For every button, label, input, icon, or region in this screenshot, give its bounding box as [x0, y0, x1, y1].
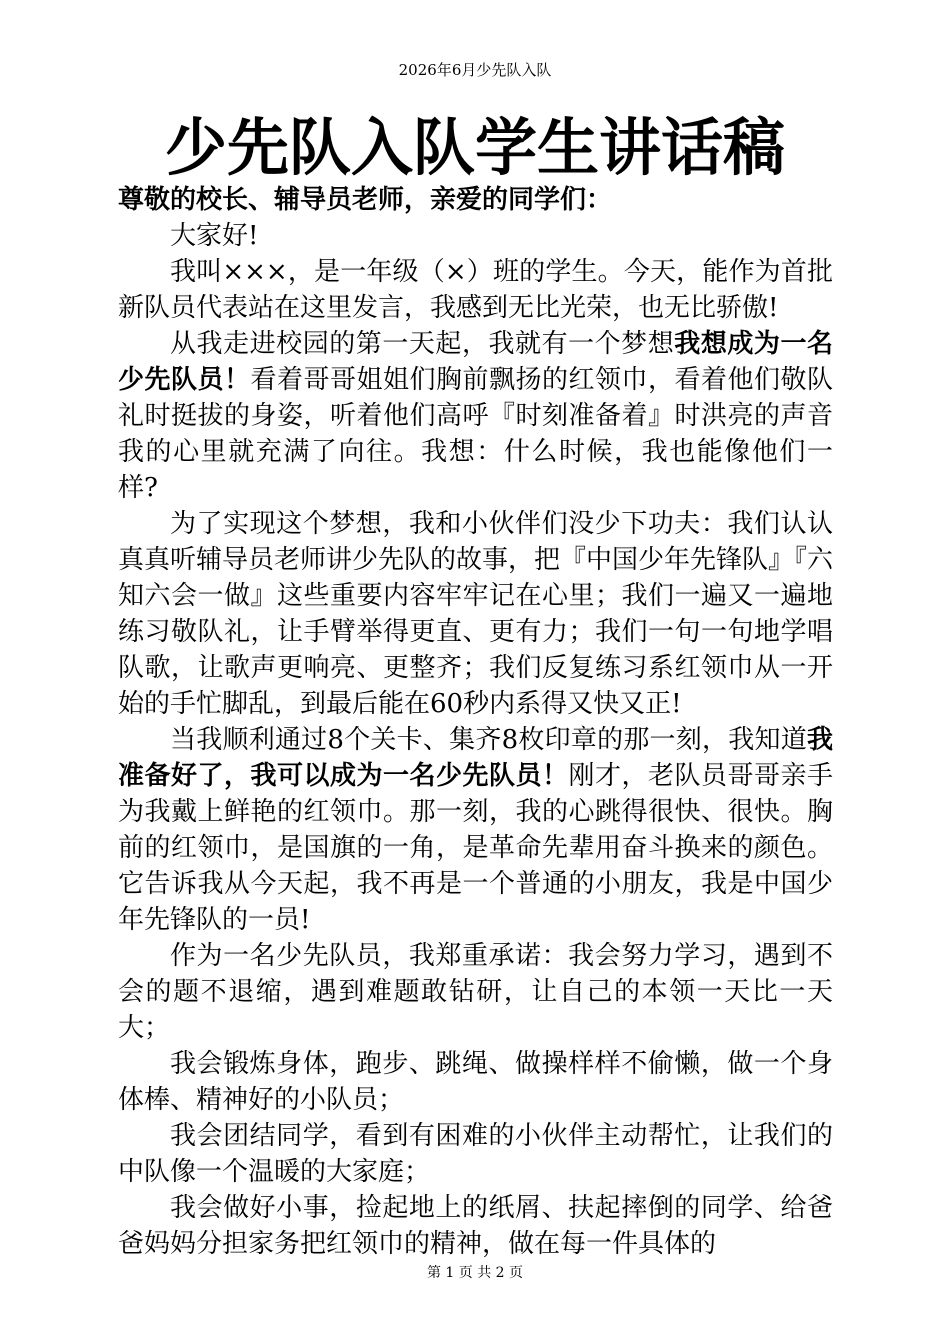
document-title: 少先队入队学生讲话稿 — [164, 111, 785, 184]
paragraph-greeting: 大家好! — [170, 221, 259, 251]
paragraph-dream-emphasis: 我想成为一名少先队员！ — [118, 329, 833, 395]
paragraph-promise-exercise: 我会锻炼身体，跑步、跳绳、做操样样不偷懒，做一个身体棒、精神好的小队员； — [118, 1049, 833, 1115]
paragraph-dream-text-start: 从我走进校园的第一天起，我就有一个梦想 — [170, 329, 675, 359]
paragraph-ceremony-text-start: 当我顺利通过8个关卡、集齐8枚印章的那一刻，我知道 — [170, 725, 807, 755]
paragraph-introduction: 我叫×××，是一年级（×）班的学生。今天，能作为首批新队员代表站在这里发言，我感到无比光荣，也无比骄傲! — [118, 257, 833, 323]
salutation: 尊敬的校长、辅导员老师，亲爱的同学们： — [118, 185, 613, 215]
paragraph-dream-text-end: 看着哥哥姐姐们胸前飘扬的红领巾，看着他们敬队礼时挺拔的身姿，听着他们高呼『时刻准备着』时洪亮的声音我的心里就充满了向往。我想：什么时候，我也能像他们一样? — [118, 365, 833, 503]
paragraph-ceremony-text-end: 刚才，老队员哥哥亲手为我戴上鲜艳的红领巾。那一刻，我的心跳得很快、很快。胸前的红领巾，是国旗的一角，是革命先辈用奋斗换来的颜色。它告诉我从今天起，我不再是一个普通的小朋友，我是中国少年先锋队的一员! — [118, 761, 833, 935]
paragraph-ceremony — [118, 722, 833, 938]
running-header: 2026年6月少先队入队 — [398, 61, 552, 79]
paragraph-dream — [118, 326, 833, 506]
speech-body — [118, 182, 833, 1262]
paragraph-ceremony-emphasis: 我准备好了，我可以成为一名少先队员！ — [118, 725, 833, 791]
paragraph-promise-study: 作为一名少先队员，我郑重承诺：我会努力学习，遇到不会的题不退缩，遇到难题敢钻研，让自己的本领一天比一天大； — [118, 941, 833, 1043]
paragraph-preparation: 为了实现这个梦想，我和小伙伴们没少下功夫：我们认认真真听辅导员老师讲少先队的故事，把『中国少年先锋队』『六知六会一做』这些重要内容牢牢记在心里；我们一遍又一遍地练习敬队礼，让手臂举得更直、更有力；我们一句一句地学唱队歌，让歌声更响亮、更整齐；我们反复练习系红领巾从一开始的手忙脚乱，到最后能在60秒内系得又快又正! — [118, 509, 834, 719]
paragraph-promise-unity: 我会团结同学，看到有困难的小伙伴主动帮忙，让我们的中队像一个温暖的大家庭； — [118, 1121, 833, 1187]
paragraph-promise-small-things: 我会做好小事，捡起地上的纸屑、扶起摔倒的同学、给爸爸妈妈分担家务把红领巾的精神，做在每一件具体的 — [118, 1193, 833, 1259]
page-number-footer: 第 1 页 共 2 页 — [426, 1265, 524, 1281]
